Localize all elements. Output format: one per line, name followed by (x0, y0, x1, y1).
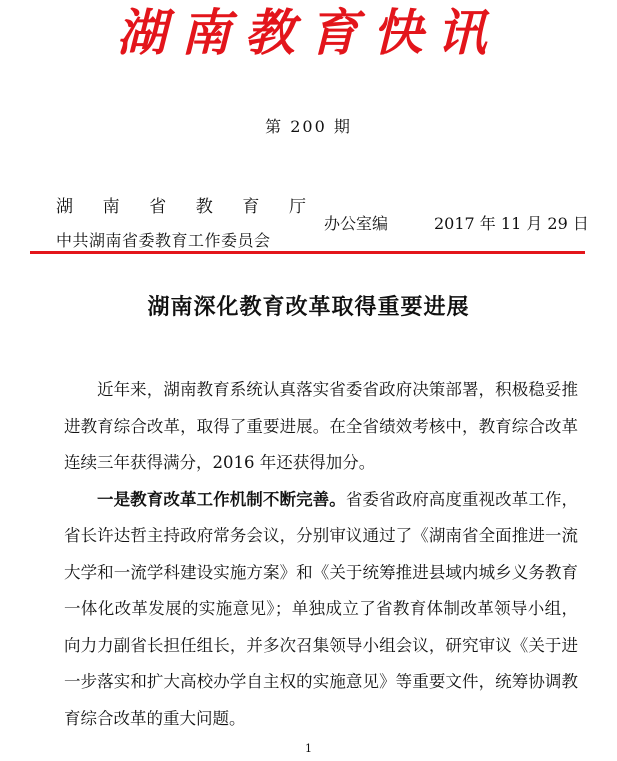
org1-char: 省 (149, 197, 167, 217)
org1-char: 厅 (288, 197, 306, 217)
issue-number: 第 200 期 (265, 117, 352, 136)
paragraph-2 (64, 482, 578, 738)
red-divider (30, 251, 585, 254)
editor-label: 办公室编 (324, 214, 389, 233)
article-title: 湖南深化教育改革取得重要进展 (147, 294, 470, 320)
issuer-org-1 (56, 192, 306, 217)
paragraph-1: 近年来，湖南教育系统认真落实省委省政府决策部署，积极稳妥推进教育综合改革，取得了重要进展。在全省绩效考核中，教育综合改革连续三年获得满分，2016 年还获得加分。 (64, 380, 578, 472)
org1-char: 南 (102, 197, 120, 217)
org1-char: 湖 (56, 197, 73, 217)
org1-char: 育 (242, 197, 260, 217)
issue-date: 2017 年 11 月 29 日 (434, 214, 589, 233)
paragraph-2-lead: 一是教育改革工作机制不断完善。 (97, 489, 346, 509)
masthead-title: 湖南教育快讯 (116, 3, 501, 62)
paragraph-2-text: 省委省政府高度重视改革工作，省长许达哲主持政府常务会议，分别审议通过了《湖南省全面推进一流大学和一流学科建设实施方案》和《关于统筹推进县域内城乡义务教育一体化改革发展的实施意见》；单独成立了省教育体制改革领导小组，向力力副省长担任组长，并多次召集领导小组会议，研究审议《关于进一步落实和扩大高校办学自主权的实施意见》等重要文件，统筹协调教育综合改革的重大问题。 (64, 489, 579, 728)
org1-char: 教 (195, 197, 213, 217)
page-number: 1 (305, 742, 312, 755)
issuer-org-2: 中共湖南省委教育工作委员会 (56, 231, 271, 250)
article-body (64, 372, 578, 737)
